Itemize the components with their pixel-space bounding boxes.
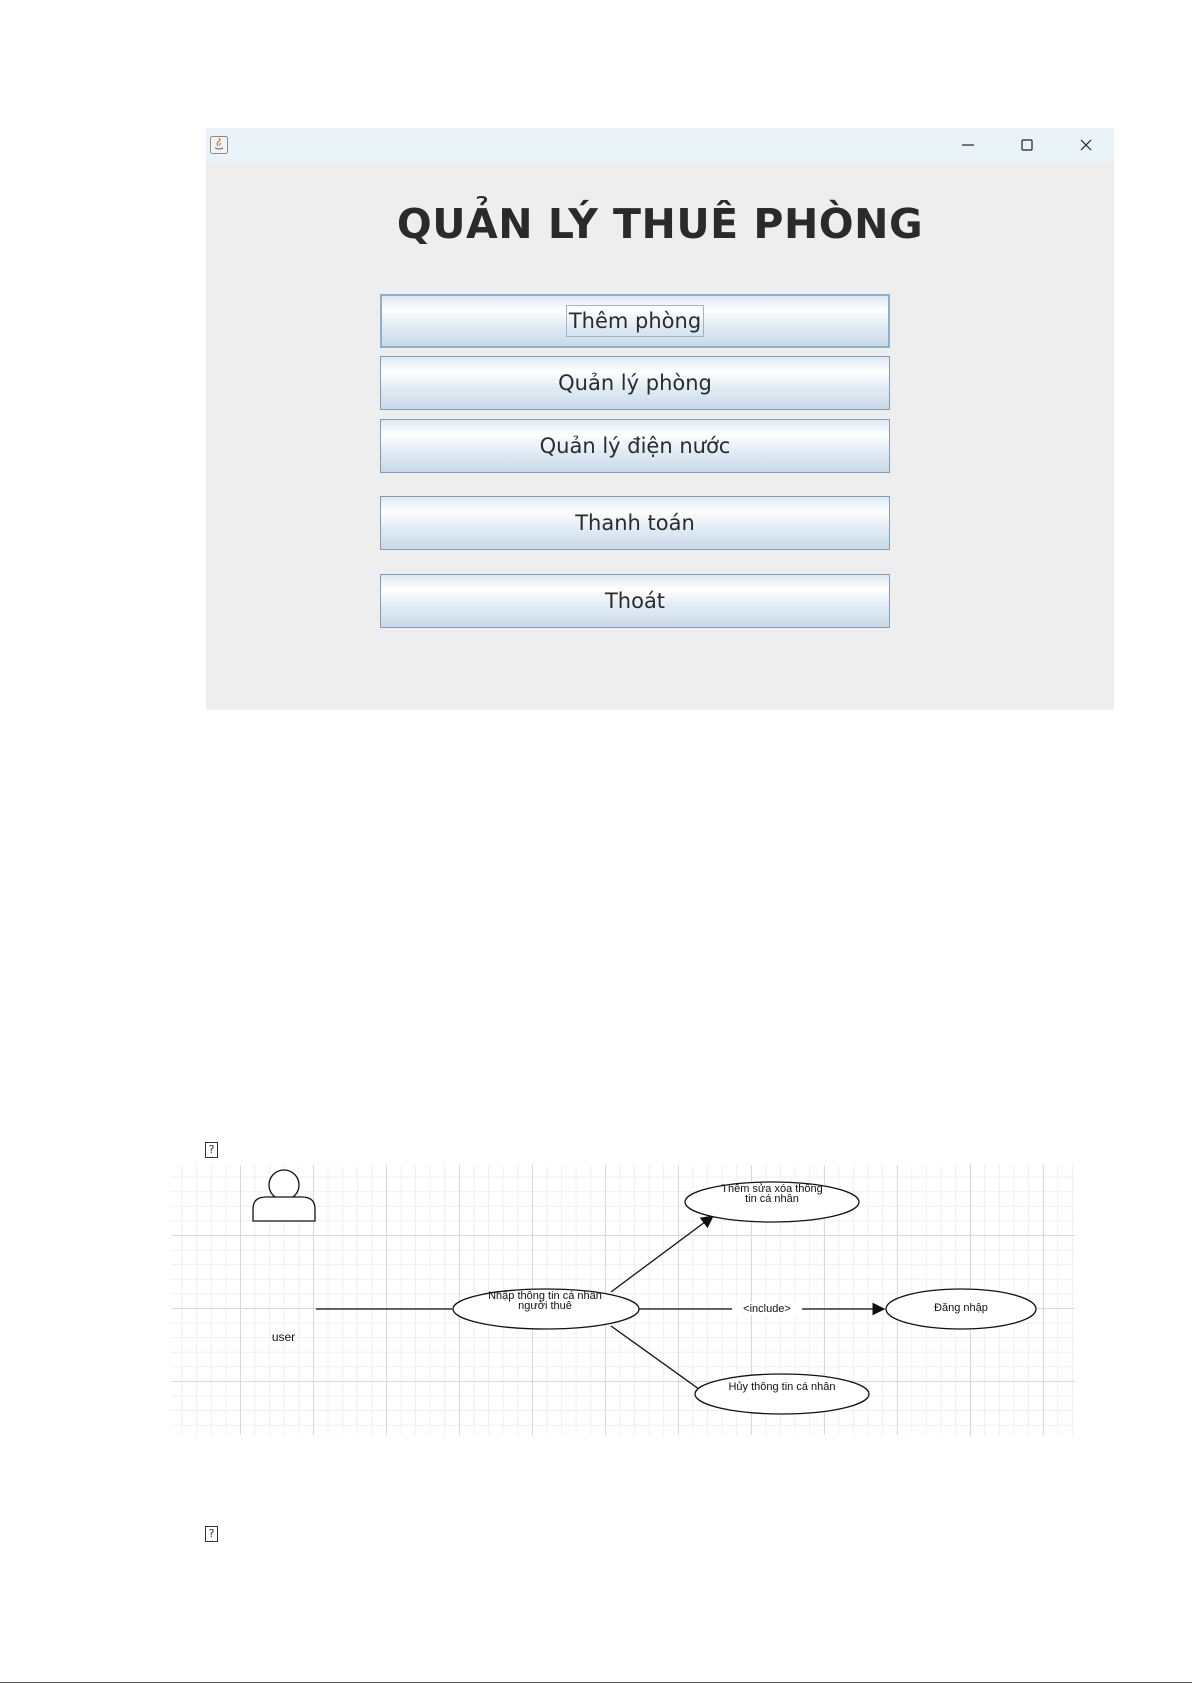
edit-arrow	[611, 1216, 713, 1292]
use-case-main-label: Nhập thông tin cá nhân người thuê	[488, 1290, 602, 1312]
close-button[interactable]	[1057, 128, 1115, 162]
manage-rooms-button[interactable]: Quản lý phòng	[380, 356, 890, 410]
minimize-button[interactable]	[939, 128, 997, 162]
actor-user-icon	[253, 1170, 315, 1221]
payment-button[interactable]: Thanh toán	[380, 496, 890, 550]
java-app-icon	[210, 136, 228, 154]
use-case-cancel	[695, 1374, 869, 1414]
manage-utilities-button[interactable]: Quản lý điện nước	[380, 419, 890, 473]
use-case-cancel-label: Hủy thông tin cá nhân	[728, 1381, 836, 1393]
broken-image-icon: ?	[205, 1526, 218, 1542]
close-icon	[1079, 138, 1093, 152]
actor-label: user	[271, 1330, 296, 1344]
app-window	[206, 128, 1114, 710]
page-title: QUẢN LÝ THUÊ PHÒNG	[396, 200, 924, 248]
exit-button[interactable]: Thoát	[380, 574, 890, 628]
include-label: <include>	[743, 1303, 791, 1315]
add-room-button[interactable]	[380, 294, 890, 348]
use-case-login-label: Đăng nhập	[934, 1302, 988, 1314]
maximize-icon	[1020, 138, 1034, 152]
broken-image-icon: ?	[205, 1142, 218, 1158]
window-titlebar	[206, 128, 1114, 162]
minimize-icon	[961, 138, 975, 152]
page-footer-rule	[0, 1682, 1192, 1683]
maximize-button[interactable]	[998, 128, 1056, 162]
use-case-edit-label: Thêm sửa xóa thông tin cá nhân	[721, 1183, 823, 1205]
diagram-canvas	[171, 1165, 1075, 1435]
add-room-label: Thêm phòng	[566, 305, 704, 337]
use-case-diagram	[171, 1165, 1075, 1435]
